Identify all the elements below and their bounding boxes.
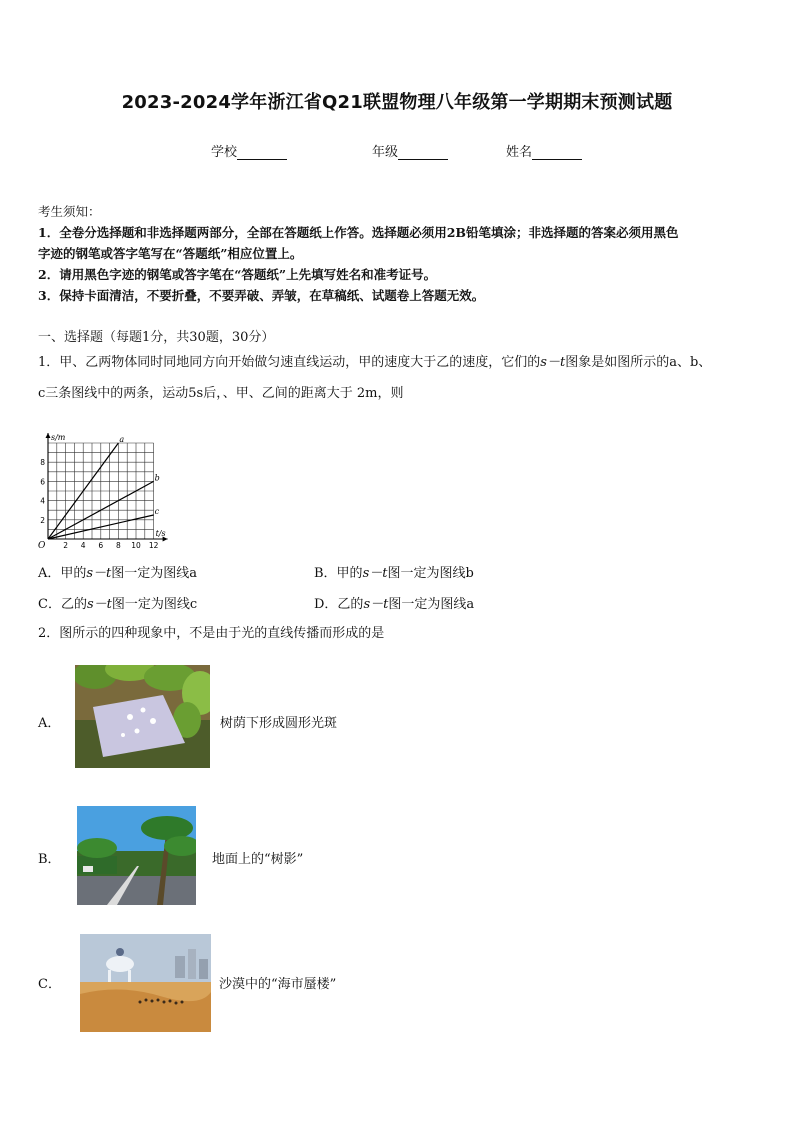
x-axis-label: t/s [155,529,166,538]
y-axis-label: s/m [51,433,66,442]
q1-text: 1．甲、乙两物体同时同地同方向开始做匀速直线运动，甲的速度大于乙的速度，它们的 [38,355,541,370]
y-tick-label: 6 [40,477,45,487]
q1-text: 图象是如图所示的a、b、 [565,355,712,370]
q1-stem-line2: c三条图线中的两条，运动5s后，、甲、乙间的距离大于 2m，则 [38,386,404,401]
q1-option-b[interactable] [314,562,474,581]
series-label-c: c [154,507,160,516]
y-tick-label: 4 [40,496,45,506]
notice-item: 3．保持卡面清洁，不要折叠，不要弄破、弄皱，在草稿纸、试题卷上答题无效。 [38,288,485,303]
q1-option-a[interactable] [38,562,197,581]
x-tick-label: 4 [80,541,86,550]
series-label-a: a [119,435,125,444]
q1-option-d[interactable] [314,593,474,612]
y-axis-arrow [46,433,51,438]
y-tick-label: 8 [40,458,45,468]
x-tick-label: 8 [116,541,121,550]
st-symbol: s－t [362,566,388,581]
school-label: 学校 [211,145,238,160]
st-chart [30,418,170,552]
x-tick-label: 2 [63,541,68,550]
school-field [211,141,287,160]
q2-option-b-caption: 地面上的“树影” [212,852,304,867]
section-heading: 一、选择题（每题1分，共30题，30分） [38,330,275,345]
option-text: C．乙的 [38,597,87,612]
origin-label: O [38,541,46,551]
name-label: 姓名 [506,145,533,160]
series-label-b: b [154,473,160,483]
option-text: 图一定为图线b [387,566,474,581]
chart-grid [48,443,154,539]
option-text: 图一定为图线a [111,566,198,581]
page-title: 2023-2024学年浙江省Q21联盟物理八年级第一学期期末预测试题 [121,92,673,113]
st-symbol: s－t [540,355,566,370]
x-tick-label: 12 [148,541,159,550]
notice-item: 字迹的钢笔或答字笔写在“答题纸”相应位置上。 [38,246,303,261]
name-field [506,141,582,160]
notice-heading: 考生须知： [38,204,101,219]
x-tick-label: 10 [131,541,141,550]
grade-blank [398,147,448,160]
q2-stem: 2．图所示的四种现象中，不是由于光的直线传播而形成的是 [38,626,385,641]
y-tick-label: 2 [40,515,45,525]
q1-option-c[interactable] [38,593,197,612]
st-symbol: s－t [363,597,389,612]
notice-item: 2．请用黑色字迹的钢笔或答字笔在“答题纸”上先填写姓名和准考证号。 [38,267,437,282]
grade-field [372,141,448,160]
option-text: 图一定为图线a [388,597,475,612]
road-tree-shadow-image [77,806,196,905]
option-text: D．乙的 [314,597,364,612]
notice-item: 1．全卷分选择题和非选择题两部分，全部在答题纸上作答。选择题必须用2B铅笔填涂；非选择题的答案必须用黑色 [38,225,679,240]
option-text: A．甲的 [38,566,87,581]
option-text: 图一定为图线c [111,597,198,612]
option-text: B．甲的 [314,566,363,581]
grade-label: 年级 [372,145,399,160]
q2-option-c-caption: 沙漠中的“海市蜃楼” [219,977,337,992]
q2-option-a-caption: 树荫下形成圆形光斑 [220,716,338,731]
name-blank [532,147,582,160]
st-symbol: s－t [86,597,112,612]
q2-option-c-label[interactable]: C． [38,977,61,992]
st-symbol: s－t [86,566,112,581]
q2-option-b-label[interactable]: B． [38,852,61,867]
desert-mirage-image [80,934,211,1032]
chart-lines [48,435,160,539]
school-blank [237,147,287,160]
x-tick-label: 6 [98,541,104,550]
q1-stem-line1 [38,353,758,373]
q2-option-a-label[interactable]: A． [38,716,61,731]
tree-shade-light-spots-image [75,665,210,768]
